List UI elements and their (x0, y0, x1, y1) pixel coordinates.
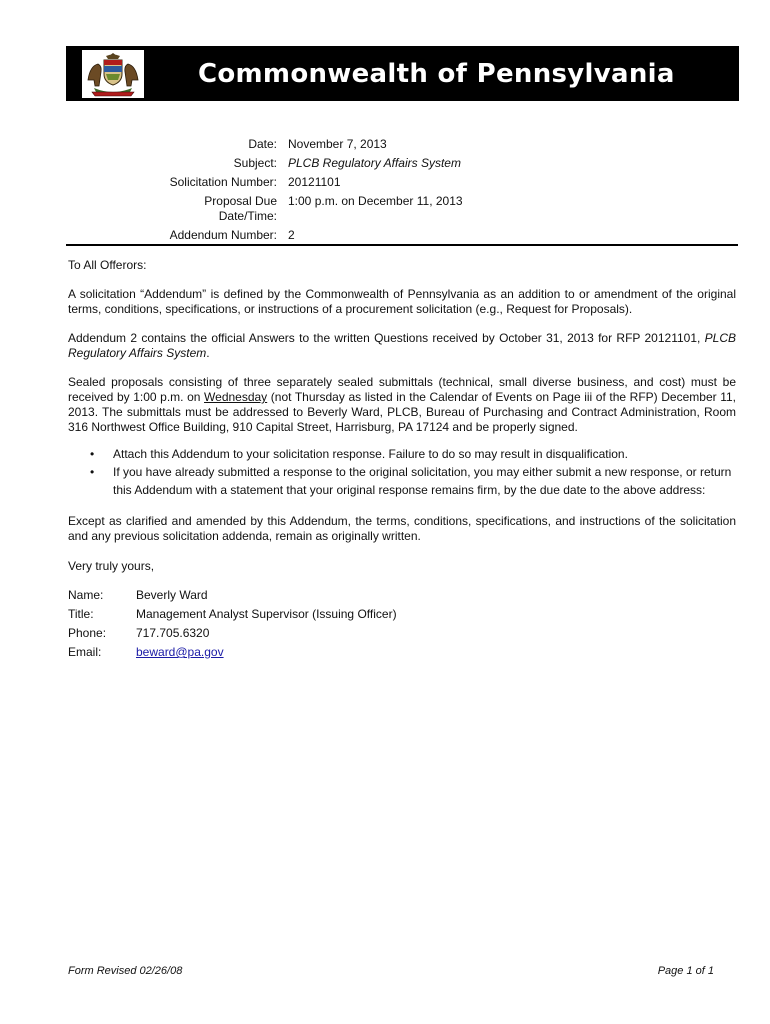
paragraph-proposal-instructions (68, 375, 736, 435)
title-label: Title: (68, 607, 94, 621)
signature-row-title (68, 607, 736, 626)
para3-text-start: Sealed proposals consisting of three separately sealed submittals (technical, small diverse business, and cost) must be received by 1:00 p.m. on (68, 375, 736, 404)
solicitation-number-value: 20121101 (288, 175, 341, 189)
meta-row-proposal-due (66, 194, 738, 228)
list-item (68, 463, 736, 499)
subject-label: Subject: (233, 156, 277, 170)
closing: Very truly yours, (68, 559, 155, 573)
footer-form-revised: Form Revised 02/26/08 (68, 965, 183, 977)
email-label: Email: (68, 645, 102, 659)
signature-row-phone (68, 626, 736, 645)
header-banner (66, 46, 739, 101)
paragraph-addendum-contents (68, 331, 736, 361)
bullet-icon: • (90, 465, 95, 479)
meta-row-date (66, 137, 738, 156)
proposal-due-label (77, 194, 277, 224)
proposal-due-value: 1:00 p.m. on December 11, 2013 (288, 194, 463, 208)
meta-row-solicitation (66, 175, 738, 194)
list-item-text: If you have already submitted a response to the original solicitation, you may either submit a new response, or return this Addendum with a statement that your original response remains firm, by the due date to the above address: (113, 465, 732, 497)
proposal-due-label-line2: Date/Time: (218, 209, 277, 223)
list-item (68, 445, 736, 463)
para3-text-end: (not Thursday as listed in the Calendar of Events on Page iii of the RFP) December 11, 2013. The submittals must be addressed to Beverly Ward, PLCB, Bureau of Purchasing and Contract Administration, Room 316 Northwest Office Building, 910 Capital Street, Harrisburg, PA 17124 and be properly signed. (68, 390, 736, 434)
salutation: To All Offerors: (68, 258, 147, 272)
para2-end: . (206, 346, 210, 360)
date-label: Date: (248, 137, 277, 151)
paragraph-clarification: Except as clarified and amended by this Addendum, the terms, conditions, specifications, and instructions of the solicitation and any previous solicitation addenda, remain as originally written. (68, 514, 736, 543)
email-link[interactable]: beward@pa.gov (136, 645, 224, 659)
instruction-list (68, 445, 736, 499)
name-label: Name: (68, 588, 104, 602)
proposal-due-label-line1: Proposal Due (204, 194, 277, 208)
title-value: Management Analyst Supervisor (Issuing Officer) (136, 607, 397, 621)
subject-value: PLCB Regulatory Affairs System (288, 156, 461, 170)
para3-underlined-day: Wednesday (204, 390, 268, 404)
phone-value: 717.705.6320 (136, 626, 210, 640)
paragraph-addendum-definition: A solicitation “Addendum” is defined by the Commonwealth of Pennsylvania as an addition to or amendment of the original terms, conditions, specifications, or instructions of a procurement solicitation (e.g., Request for Proposals). (68, 287, 736, 316)
solicitation-number-label: Solicitation Number: (169, 175, 277, 189)
date-value: November 7, 2013 (288, 137, 387, 151)
header-divider (66, 244, 738, 246)
page-title: Commonwealth of Pennsylvania (198, 59, 675, 89)
bullet-icon: • (90, 447, 95, 461)
pennsylvania-seal-icon (82, 50, 144, 98)
footer-page-number: Page 1 of 1 (657, 965, 714, 977)
seal-container (82, 50, 144, 98)
signature-block (68, 588, 736, 664)
addendum-number-label: Addendum Number: (169, 228, 277, 242)
list-item-text: Attach this Addendum to your solicitation response. Failure to do so may result in disqualification. (113, 447, 628, 461)
signature-row-email (68, 645, 736, 664)
para2-italic-subject: PLCB Regulatory Affairs System (68, 331, 736, 360)
phone-label: Phone: (68, 626, 107, 640)
meta-row-subject (66, 156, 738, 175)
name-value: Beverly Ward (136, 588, 208, 602)
letter-body (68, 258, 736, 664)
para2-text: Addendum 2 contains the official Answers to the written Questions received by October 31, 2013 for RFP 20121101, (68, 331, 705, 345)
addendum-meta (66, 137, 738, 247)
signature-row-name (68, 588, 736, 607)
addendum-number-value: 2 (288, 228, 295, 242)
